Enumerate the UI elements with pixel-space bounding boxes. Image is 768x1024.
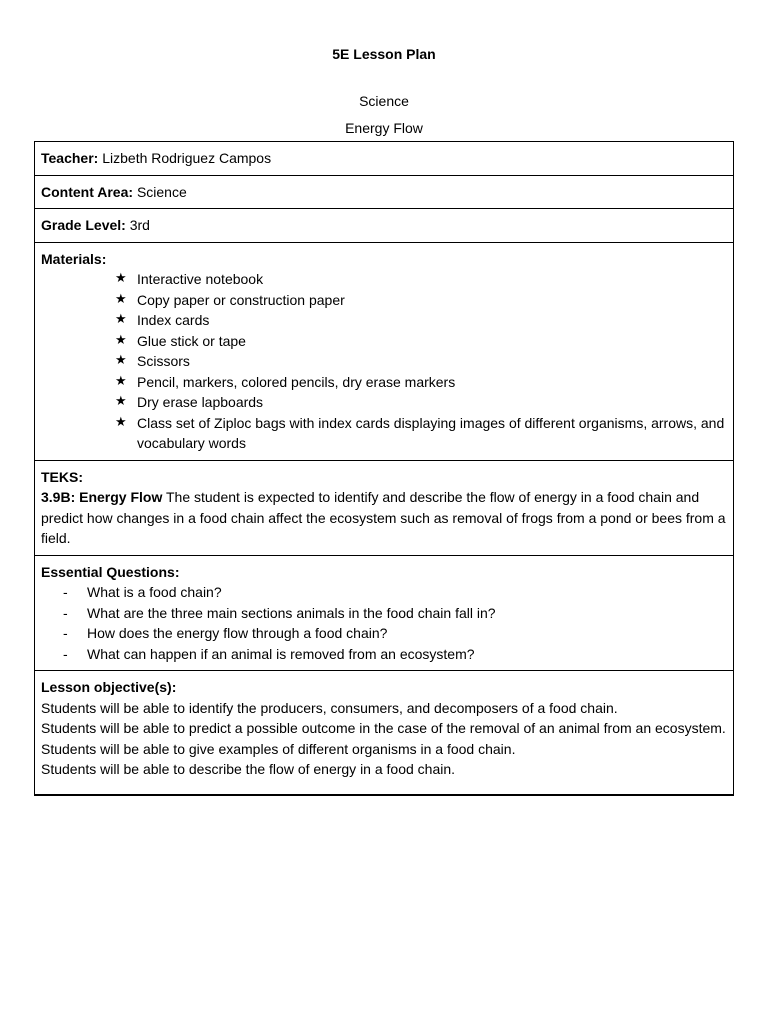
content-area-cell <box>35 175 734 209</box>
list-item: ★ Pencil, markers, colored pencils, dry erase markers <box>115 372 727 393</box>
list-item: - What is a food chain? <box>63 582 727 603</box>
star-icon: ★ <box>115 394 127 409</box>
list-item: ★ Interactive notebook <box>115 269 727 290</box>
star-icon: ★ <box>115 312 127 327</box>
list-item: ★ Glue stick or tape <box>115 331 727 352</box>
materials-row <box>35 242 734 460</box>
star-icon: ★ <box>115 373 127 389</box>
star-icon: ★ <box>115 332 127 348</box>
list-item: ★ Scissors <box>115 351 727 372</box>
teacher-cell <box>35 142 734 176</box>
objective-line: Students will be able to describe the flow of energy in a food chain. <box>41 761 456 777</box>
objective-line: Students will be able to predict a possible outcome in the case of the removal of an animal from an ecosystem. <box>41 720 726 736</box>
teks-row <box>35 460 734 555</box>
list-item: - What can happen if an animal is removed from an ecosystem? <box>63 644 727 665</box>
objective-line: Students will be able to identify the producers, consumers, and decomposers of a food chain. <box>41 699 618 716</box>
subject-line: Science <box>359 93 409 109</box>
dash-bullet: - <box>63 645 68 662</box>
essential-questions-label: Essential Questions: <box>41 563 180 580</box>
lesson-plan-table <box>34 141 734 796</box>
list-item: - How does the energy flow through a food chain? <box>63 623 727 644</box>
lesson-objectives-row <box>35 671 734 795</box>
list-item: ★ Class set of Ziploc bags with index cards displaying images of different organisms, arrows, and vocabulary words <box>115 414 725 451</box>
teks-label: TEKS: <box>41 468 83 485</box>
teks-body <box>41 487 727 549</box>
lesson-objectives-cell <box>35 671 734 795</box>
teacher-row <box>35 142 734 176</box>
essential-questions-cell <box>35 555 734 671</box>
content-area-value: Science <box>136 183 187 200</box>
grade-level-cell <box>35 209 734 243</box>
teks-code: 3.9B: Energy Flow <box>41 489 163 505</box>
star-icon: ★ <box>115 291 127 307</box>
star-icon: ★ <box>115 271 127 286</box>
grade-level-value: 3rd <box>129 217 150 233</box>
content-area-label: Content Area: <box>41 183 134 200</box>
document-title: 5E Lesson Plan <box>332 46 436 62</box>
topic-line: Energy Flow <box>345 120 423 136</box>
list-item: ★ Copy paper or construction paper <box>115 290 727 311</box>
grade-level-label: Grade Level: <box>41 217 126 233</box>
content-area-row <box>35 175 734 209</box>
materials-list <box>41 269 727 454</box>
lesson-objectives-label: Lesson objective(s): <box>41 679 177 695</box>
star-icon: ★ <box>115 353 127 368</box>
objective-line: Students will be able to give examples of different organisms in a food chain. <box>41 740 516 757</box>
essential-questions-row <box>35 555 734 671</box>
star-icon: ★ <box>115 414 127 430</box>
teacher-label: Teacher: <box>41 150 99 166</box>
teks-text: The student is expected to identify and describe the flow of energy in a food chain and predict how changes in a food chain affect the ecosystem such as removal of frogs from a pond or bees from a field. <box>41 489 726 546</box>
dash-bullet: - <box>63 604 68 621</box>
list-item: ★ Index cards <box>115 310 727 331</box>
list-item: ★ Dry erase lapboards <box>115 392 727 413</box>
materials-cell <box>35 242 734 460</box>
teacher-value: Lizbeth Rodriguez Campos <box>102 150 272 166</box>
grade-level-row <box>35 209 734 243</box>
list-item: - What are the three main sections animals in the food chain fall in? <box>63 603 727 624</box>
essential-questions-list <box>41 582 727 664</box>
dash-bullet: - <box>63 584 68 600</box>
dash-bullet: - <box>63 625 68 641</box>
teks-cell <box>35 460 734 555</box>
materials-label: Materials: <box>41 250 107 267</box>
